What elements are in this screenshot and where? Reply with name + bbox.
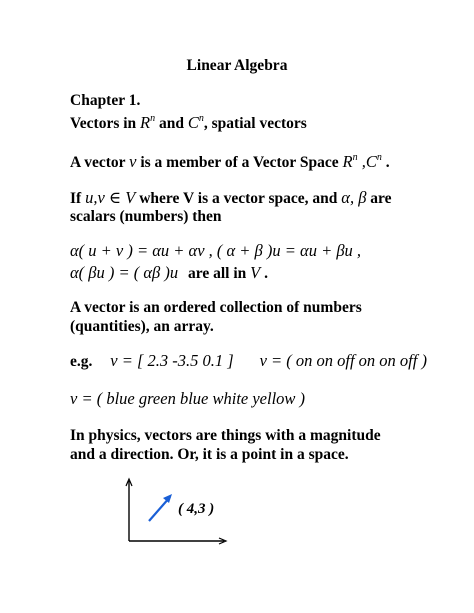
math-R: R	[140, 113, 151, 132]
equation-2-end: .	[260, 265, 268, 282]
if-prefix: If	[70, 190, 86, 207]
math-n-superscript: n	[352, 152, 358, 163]
math-C: C	[365, 152, 377, 171]
math-n-superscript: n	[150, 113, 156, 124]
definition-suffix: .	[381, 154, 390, 171]
equation-2-math: α( βu ) = ( αβ )u	[70, 263, 179, 282]
math-n-superscript: n	[376, 152, 382, 163]
document-title: Linear Algebra	[186, 57, 288, 74]
math-R: R	[342, 152, 353, 171]
scalars-line: scalars (numbers) then	[70, 208, 222, 225]
ordered-line-2: (quantities), an array.	[70, 318, 214, 335]
point-label: ( 4,3 )	[178, 501, 215, 517]
physics-line-1: In physics, vectors are things with a magnitude	[70, 427, 381, 444]
math-v: v	[129, 152, 137, 171]
vectors-suffix: , spatial vectors	[203, 115, 307, 132]
ordered-line-1: A vector is an ordered collection of numbers	[70, 299, 362, 316]
eg-label: e.g.	[70, 353, 93, 370]
math-C: C	[187, 113, 199, 132]
physics-line-2: and a direction. Or, it is a point in a space.	[70, 446, 349, 463]
chapter-heading: Chapter 1.	[70, 92, 141, 109]
example-vector-numeric: v = [ 2.3 -3.5 0.1 ]	[110, 351, 234, 370]
vectors-prefix: Vectors in	[70, 115, 141, 132]
math-n-superscript: n	[198, 113, 204, 124]
vectors-and: and	[155, 115, 188, 132]
example-vector-colors: v = ( blue green blue white yellow )	[70, 389, 306, 408]
equation-2-text: are all in	[188, 265, 251, 282]
example-vector-onoff: v = ( on on off on on off )	[259, 351, 427, 370]
vector-arrowhead	[163, 494, 172, 503]
math-comma: ,	[357, 152, 366, 171]
math-alpha-beta: α, β	[341, 188, 367, 207]
math-V: V	[250, 263, 261, 282]
math-uv-in-V: u,v ∈ V	[85, 188, 136, 207]
equation-line-1: α( u + v ) = αu + αv , ( α + β )u = αu + βu ,	[70, 241, 362, 260]
if-middle: where V is a vector space, and	[135, 190, 342, 207]
definition-prefix: A vector	[70, 154, 130, 171]
if-suffix: are	[366, 190, 392, 207]
definition-middle: is a member of a Vector Space	[136, 154, 343, 171]
